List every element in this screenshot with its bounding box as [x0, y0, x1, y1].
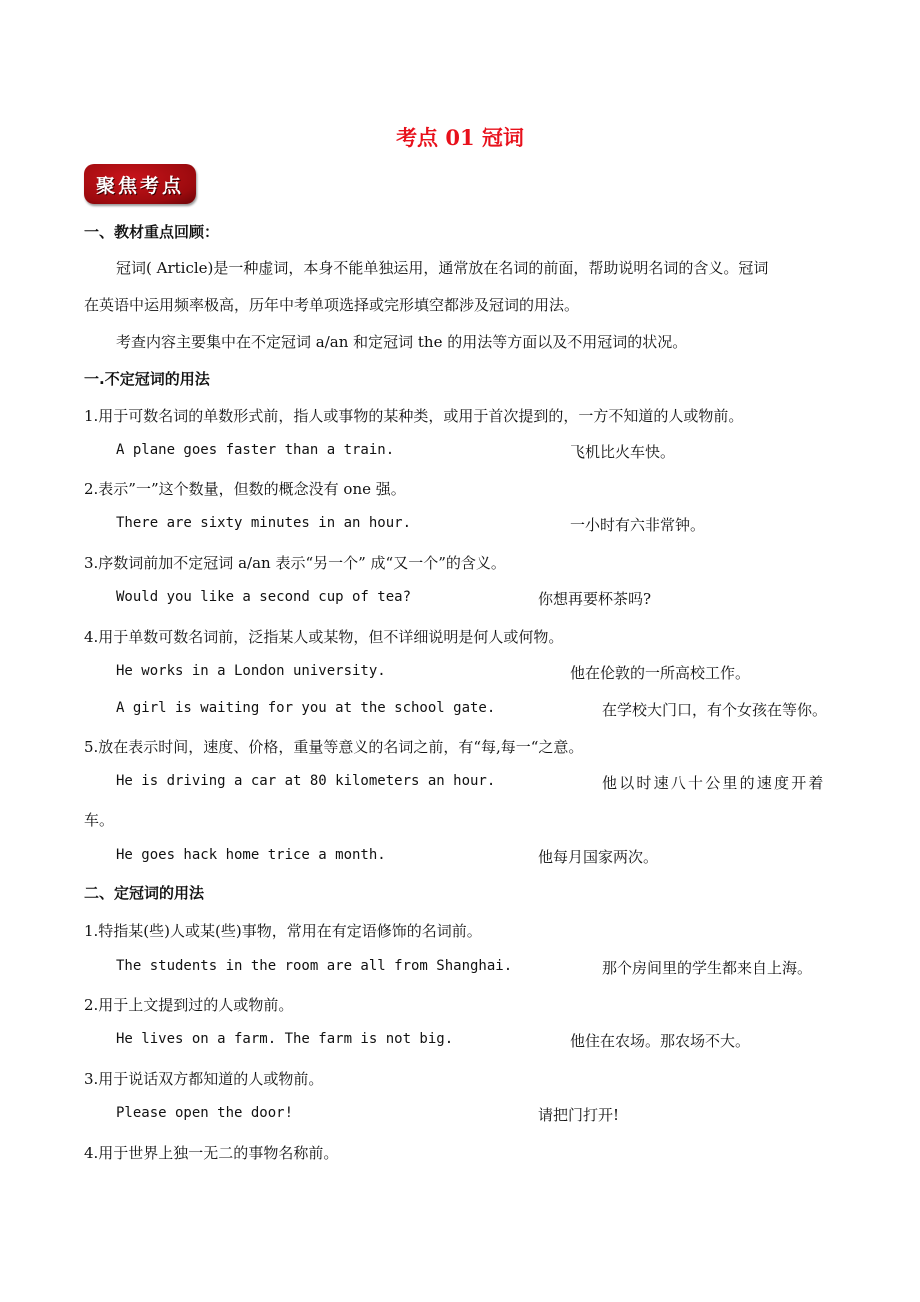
- badge-label: 聚焦考点: [95, 174, 184, 197]
- example-zh: 他每月国家两次。: [538, 848, 659, 866]
- example-en: He goes hack home trice a month.: [116, 847, 386, 863]
- rule-def-2: 2.用于上文提到过的人或物前。: [84, 996, 294, 1014]
- rule-def-3: 3.用于说话双方都知道的人或物前。: [84, 1070, 324, 1088]
- example-en: A plane goes faster than a train.: [116, 442, 395, 458]
- rule-indef-3: 3.序数词前加不定冠词 a/an 表示“另一个” 成“又一个”的含义。: [84, 554, 506, 572]
- rule-indef-1: 1.用于可数名词的单数形式前，指人或事物的某种类，或用于首次提到的，一方不知道的人或物前。: [84, 407, 744, 425]
- rule-indef-4: 4.用于单数可数名词前，泛指某人或某物，但不详细说明是何人或何物。: [84, 628, 564, 646]
- example-en: Would you like a second cup of tea?: [116, 589, 412, 605]
- rule-indef-2: 2.表示”一”这个数量，但数的概念没有 one 强。: [84, 480, 406, 498]
- section-badge: [84, 164, 196, 204]
- example-en: A girl is waiting for you at the school gate.: [116, 700, 496, 716]
- section-heading-review: 一、教材重点回顾：: [84, 223, 220, 241]
- example-zh: 你想再要杯茶吗?: [538, 590, 652, 608]
- example-en: He works in a London university.: [116, 663, 386, 679]
- example-en: He lives on a farm. The farm is not big.: [116, 1031, 454, 1047]
- example-en: The students in the room are all from Shanghai.: [116, 958, 513, 974]
- page-title: 考点 01 冠词: [396, 125, 524, 150]
- example-zh: 请把门打开!: [538, 1106, 620, 1124]
- example-zh-continued: 车。: [84, 811, 115, 829]
- example-en: Please open the door!: [116, 1105, 294, 1121]
- example-zh: 他在伦敦的一所高校工作。: [570, 664, 751, 682]
- section-heading-indefinite: 一.不定冠词的用法: [84, 370, 210, 388]
- rule-indef-5: 5.放在表示时间，速度、价格，重量等意义的名词之前，有“每,每一“之意。: [84, 738, 584, 756]
- intro-line-1: 冠词( Article)是一种虚词，本身不能单独运用，通常放在名词的前面，帮助说明名词的含义。冠词: [116, 259, 769, 277]
- example-zh: 一小时有六非常钟。: [570, 516, 706, 534]
- intro-line-2: 在英语中运用频率极高，历年中考单项选择或完形填空都涉及冠词的用法。: [84, 296, 580, 314]
- section-heading-definite: 二、定冠词的用法: [84, 884, 205, 902]
- example-zh: 他以时速八十公里的速度开着: [602, 774, 826, 792]
- rule-def-1: 1.特指某(些)人或某(些)事物，常用在有定语修饰的名词前。: [84, 922, 482, 940]
- intro-line-3: 考查内容主要集中在不定冠词 a/an 和定冠词 the 的用法等方面以及不用冠词的状况。: [116, 333, 688, 351]
- example-en: He is driving a car at 80 kilometers an hour.: [116, 773, 496, 789]
- example-zh: 他住在农场。那农场不大。: [570, 1032, 751, 1050]
- rule-def-4: 4.用于世界上独一无二的事物名称前。: [84, 1144, 339, 1162]
- example-zh: 那个房间里的学生都来自上海。: [602, 959, 813, 977]
- example-zh: 飞机比火车快。: [570, 443, 676, 461]
- example-zh: 在学校大门口，有个女孩在等你。: [602, 701, 828, 719]
- example-en: There are sixty minutes in an hour.: [116, 515, 412, 531]
